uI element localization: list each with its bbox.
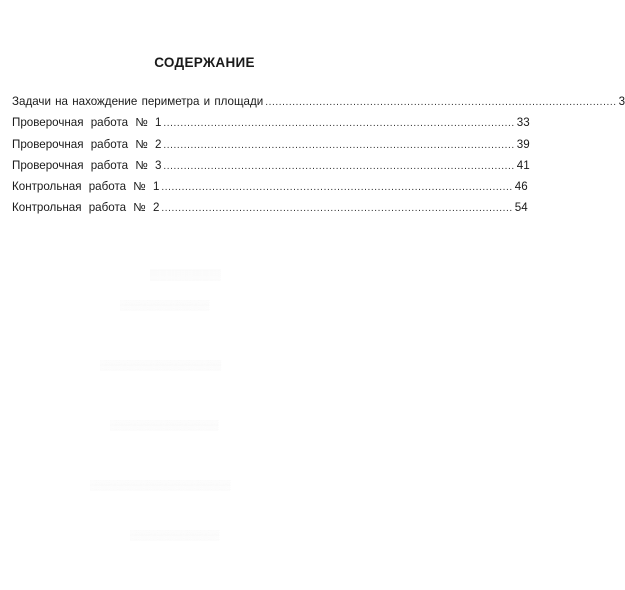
toc-entry-page: 46 [514, 180, 528, 194]
toc-leader-dots: ........................................................................................................ [163, 160, 515, 172]
toc-entry [12, 137, 530, 159]
toc-entry [12, 158, 530, 180]
bleed-through: ▒▒▒▒▒▒▒▒▒▒▒▒▒▒▒▒▒▒▒ [100, 360, 222, 370]
toc-entry-label: Задачи на нахождение периметра и площади [12, 95, 264, 108]
bleed-through: ▒▒▒▒▒▒▒▒▒▒▒▒▒▒ [120, 300, 210, 310]
toc-entry [12, 116, 530, 137]
toc-leader-dots: ........................................................................................................ [163, 139, 515, 151]
page-title: СОДЕРЖАНИЕ [154, 55, 255, 70]
toc-entry-page: 39 [516, 137, 530, 151]
toc-entry-label: Проверочная работа № 3 [12, 158, 162, 172]
bleed-through: ▒▒▒▒▒▒▒▒▒▒▒▒▒▒▒▒▒▒▒▒▒▒ [90, 480, 231, 490]
toc-entry-page: 3 [618, 95, 625, 108]
toc-leader-dots: ........................................................................................................ [265, 97, 617, 108]
toc-entry [12, 201, 528, 222]
toc-entry-label: Проверочная работа № 1 [12, 116, 162, 130]
bleed-through: ▒▒▒▒▒▒▒▒▒▒▒▒▒▒ [130, 530, 220, 540]
toc-entry-label: Контрольная работа № 2 [12, 201, 160, 215]
toc-entry-page: 33 [516, 116, 530, 130]
toc-entry [12, 180, 528, 201]
toc-entry-page: 54 [514, 201, 528, 215]
toc-entry [12, 95, 625, 116]
bleed-through: ▒▒▒▒▒▒▒▒▒▒ [150, 270, 221, 281]
bleed-through: ▒▒▒▒▒▒▒▒▒▒▒▒▒▒▒▒▒ [110, 420, 219, 430]
toc-entry-label: Контрольная работа № 1 [12, 180, 160, 194]
toc-leader-dots: ........................................................................................................ [161, 182, 513, 194]
table-of-contents [12, 95, 625, 223]
toc-entry-page: 41 [516, 158, 530, 172]
toc-leader-dots: ........................................................................................................ [161, 203, 513, 215]
toc-leader-dots: ........................................................................................................ [163, 118, 515, 130]
toc-entry-label: Проверочная работа № 2 [12, 137, 162, 151]
